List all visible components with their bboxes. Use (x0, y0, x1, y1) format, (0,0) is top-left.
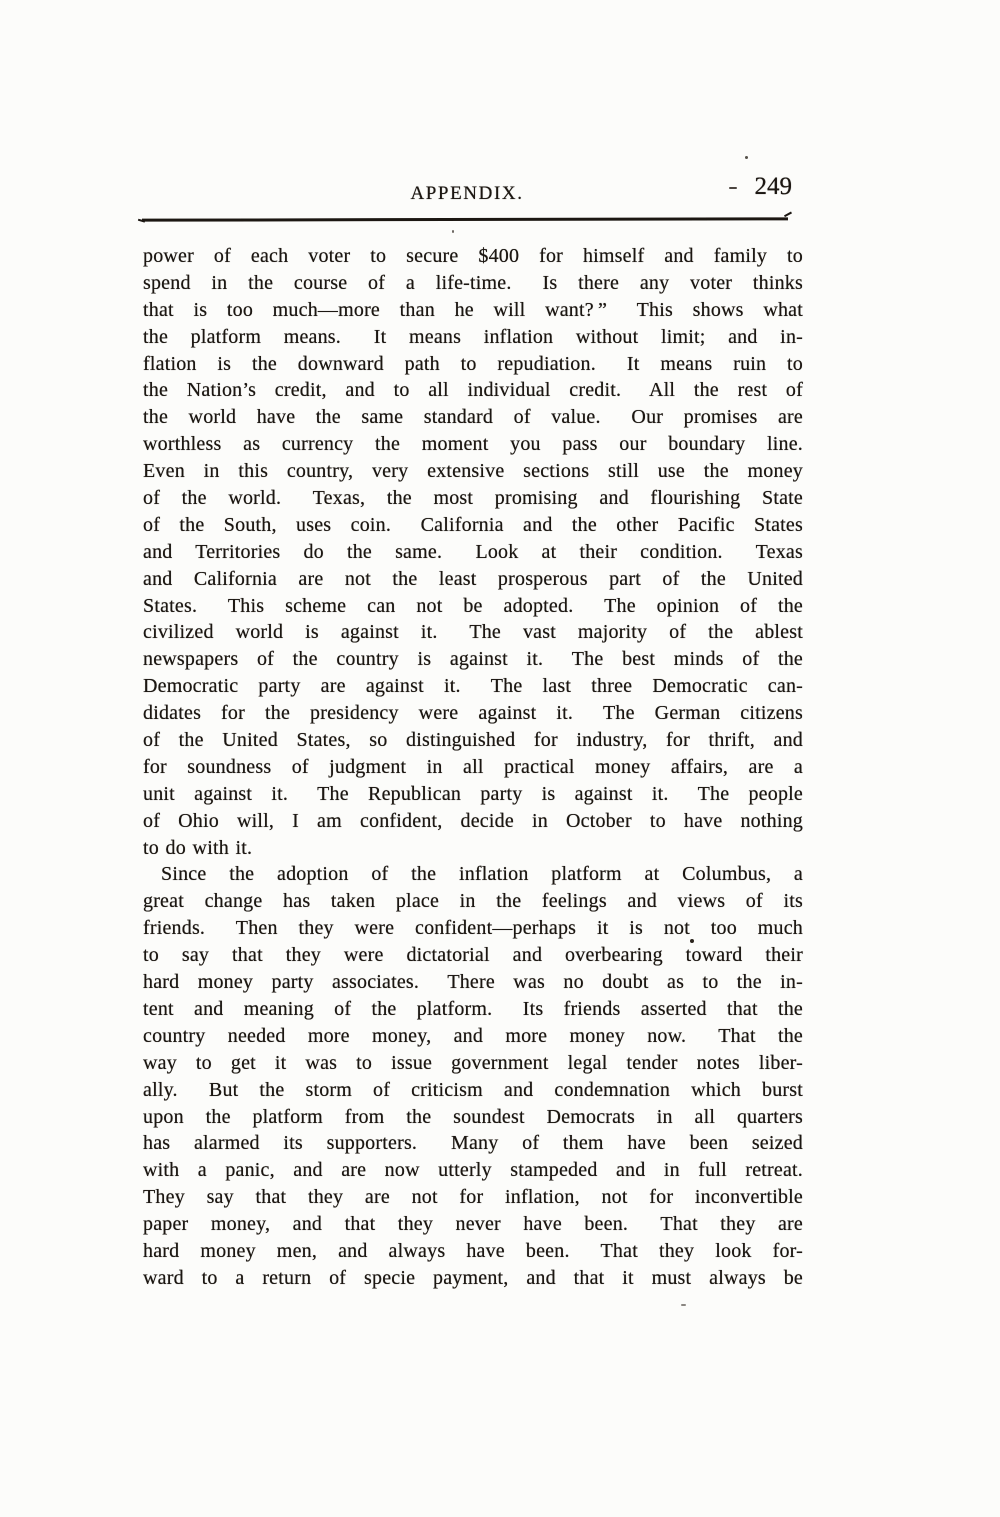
text-line: civilized world is against it. The vast majority of the ablest (143, 621, 803, 644)
text-line: and Territories do the same. Look at their condition. Texas (143, 540, 803, 563)
text-line: the platform means. It means inflation without limit; and in- (143, 325, 803, 348)
ink-speck (452, 230, 454, 233)
text-block (143, 243, 803, 1292)
text-line: upon the platform from the soundest Democrats in all quarters (143, 1105, 803, 1128)
text-line: hard money men, and always have been. That they look for- (143, 1239, 803, 1262)
text-line: that is too much—more than he will want? ” This shows what (143, 298, 803, 321)
text-line: of the South, uses coin. California and the other Pacific States (143, 513, 803, 536)
text-line: way to get it was to issue government legal tender notes liber- (143, 1051, 803, 1074)
text-line: didates for the presidency were against it. The German citizens (143, 702, 803, 725)
text-line: unit against it. The Republican party is against it. The people (143, 782, 803, 805)
text-line: has alarmed its supporters. Many of them have been seized (143, 1132, 803, 1155)
ink-speck (681, 1304, 686, 1306)
running-head-title: APPENDIX. (410, 183, 524, 204)
text-line: of Ohio will, I am confident, decide in October to have nothing (143, 809, 803, 832)
text-line: for soundness of judgment in all practical money affairs, are a (143, 755, 803, 778)
text-line: power of each voter to secure $400 for himself and family to (143, 245, 803, 267)
page-number: 249 (754, 173, 792, 200)
ink-speck (690, 939, 694, 943)
text-line: of the United States, so distinguished for industry, for thrift, and (143, 729, 803, 752)
header-divider-rule (142, 217, 788, 221)
text-line: flation is the downward path to repudiation. It means ruin to (143, 352, 803, 375)
text-line: with a panic, and are now utterly stampeded and in full retreat. (143, 1159, 803, 1182)
ink-speck (745, 156, 748, 159)
text-line: and California are not the least prosperous part of the United (143, 567, 803, 590)
text-line: great change has taken place in the feelings and views of its (143, 890, 803, 913)
text-line: hard money party associates. There was no doubt as to the in- (143, 971, 803, 994)
text-line: worthless as currency the moment you pass our boundary line. (143, 433, 803, 456)
text-line: ward to a return of specie payment, and that it must always be (143, 1266, 803, 1289)
text-line: tent and meaning of the platform. Its friends asserted that the (143, 997, 803, 1020)
text-line: newspapers of the country is against it. The best minds of the (143, 648, 803, 671)
text-line: the Nation’s credit, and to all individual credit. All the rest of (143, 379, 803, 402)
text-line: friends. Then they were confident—perhaps it is not too much (143, 917, 803, 940)
text-line: States. This scheme can not be adopted. The opinion of the (143, 594, 803, 617)
text-line: They say that they are not for inflation, not for inconvertible (143, 1186, 803, 1209)
text-line: the world have the same standard of value. Our promises are (143, 406, 803, 429)
text-line: country needed more money, and more money now. That the (143, 1024, 803, 1047)
ink-speck (729, 187, 737, 189)
text-line: Since the adoption of the inflation platform at Columbus, a (161, 863, 803, 886)
text-line: of the world. Texas, the most promising and flourishing State (143, 487, 803, 510)
text-line: paper money, and that they never have been. That they are (143, 1213, 803, 1236)
text-line: Democratic party are against it. The last three Democratic can- (143, 675, 803, 698)
text-line: ally. But the storm of criticism and condemnation which burst (143, 1078, 803, 1101)
text-line: to say that they were dictatorial and overbearing toward their (143, 944, 803, 967)
text-line: to do with it. (143, 836, 253, 859)
text-line: spend in the course of a life-time. Is there any voter thinks (143, 271, 803, 294)
text-line: Even in this country, very extensive sections still use the money (143, 460, 803, 483)
